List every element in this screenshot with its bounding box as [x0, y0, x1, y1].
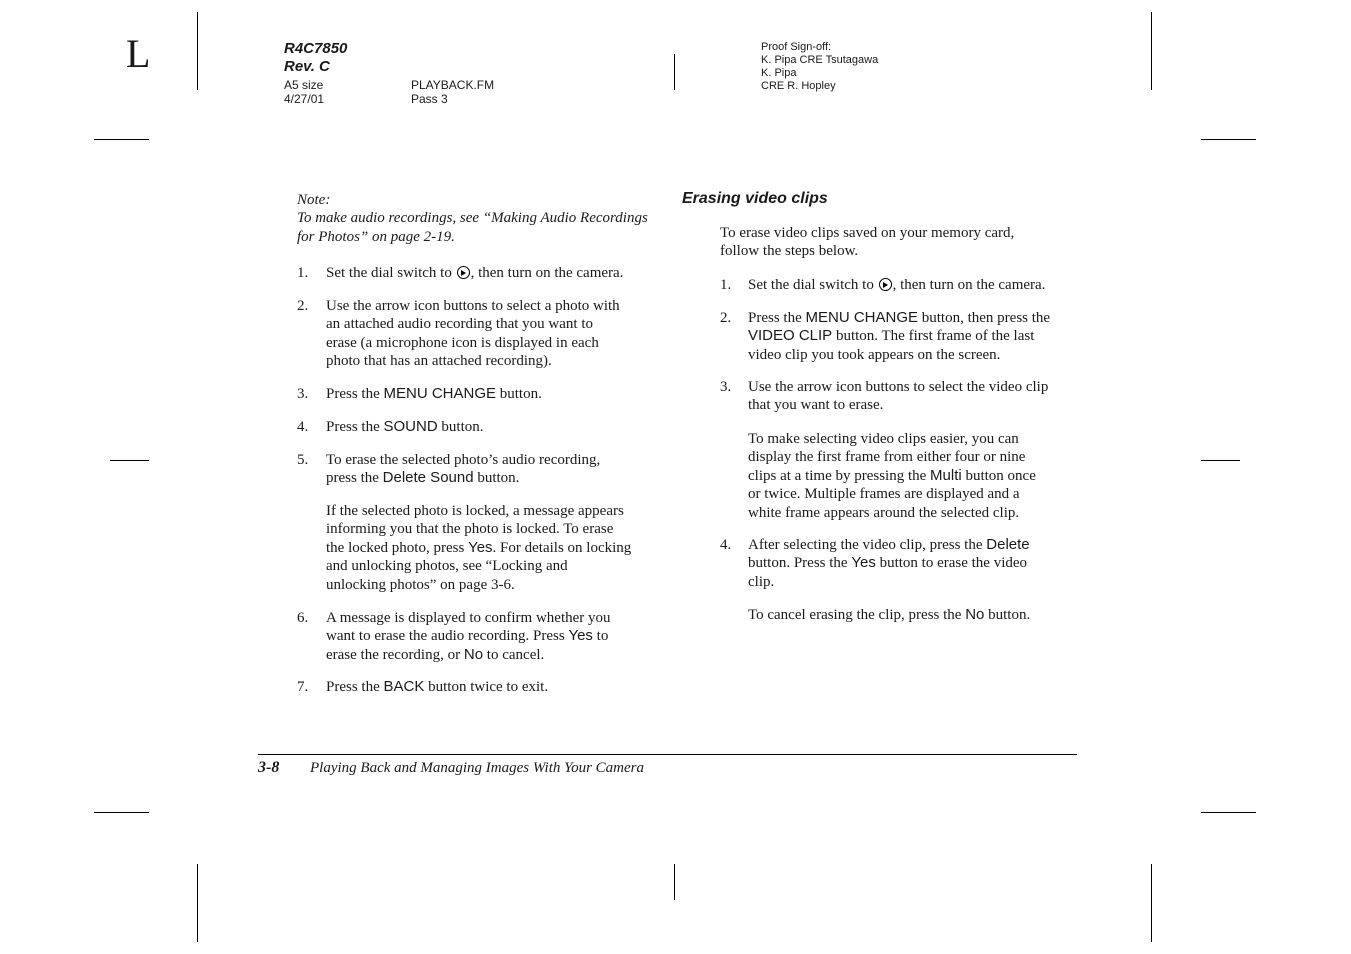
- button-name: Delete Sound: [382, 469, 474, 487]
- proof-signoff-line: K. Pipa CRE Tsutagawa: [761, 54, 879, 66]
- footer-rule: [258, 754, 1077, 755]
- playback-mode-icon: [879, 278, 892, 291]
- step-number: 1.: [720, 277, 732, 293]
- crop-mark: [674, 54, 675, 90]
- step-number: 3.: [720, 379, 732, 395]
- playback-mode-icon: [457, 266, 470, 279]
- crop-mark: [674, 864, 675, 900]
- file-name: PLAYBACK.FM: [411, 78, 495, 92]
- button-name: Yes: [851, 554, 876, 572]
- proof-signoff-line: CRE R. Hopley: [761, 80, 836, 92]
- crop-mark: [197, 864, 198, 942]
- button-name: BACK: [383, 678, 425, 695]
- step-detail-paragraph: To cancel erasing the clip, press the No button.: [748, 606, 1031, 623]
- step-number: 3.: [297, 386, 309, 402]
- intro-paragraph: To erase video clips saved on your memory card, follow the steps below.: [720, 225, 1015, 260]
- crop-mark: [197, 12, 198, 90]
- step-number: 5.: [297, 452, 309, 468]
- button-name: Delete: [986, 536, 1030, 553]
- button-name: VIDEO CLIP: [748, 327, 833, 345]
- note-text: To make audio recordings, see “Making Audio Recordings for Photos” on page 2-19.: [297, 210, 648, 245]
- crop-mark: [1201, 812, 1256, 813]
- page-number: 3-8: [258, 759, 280, 776]
- print-date: 4/27/01: [284, 92, 325, 106]
- crop-mark: [1151, 864, 1152, 942]
- proof-signoff-title: Proof Sign-off:: [761, 41, 832, 53]
- step-number: 1.: [297, 265, 309, 281]
- button-name: Multi: [930, 466, 962, 484]
- button-name: Yes: [568, 627, 593, 645]
- button-name: No: [463, 645, 484, 663]
- proof-signoff-line: K. Pipa: [761, 67, 797, 79]
- crop-letter: L: [126, 31, 151, 76]
- step-number: 4.: [720, 537, 732, 553]
- button-name: Yes: [468, 538, 493, 556]
- button-name: MENU CHANGE: [805, 309, 919, 326]
- button-name: No: [965, 606, 985, 623]
- step-number: 6.: [297, 610, 309, 626]
- button-name: SOUND: [383, 418, 438, 435]
- document-code: R4C7850: [284, 40, 348, 57]
- step-number: 2.: [720, 310, 732, 326]
- note-label: Note:: [297, 192, 331, 208]
- section-heading: Erasing video clips: [682, 190, 828, 207]
- pass-number: Pass 3: [411, 92, 448, 106]
- step-detail-paragraph: To make selecting video clips easier, you can display the first frame from either four or nine clips at a time by pressing the Multi button once or twice. Multiple frames are displayed and a white frame appears around the selected clip.: [748, 431, 1036, 521]
- crop-mark: [1201, 460, 1240, 461]
- step-number: 4.: [297, 419, 309, 435]
- paper-size: A5 size: [284, 78, 324, 92]
- step-number: 2.: [297, 298, 309, 314]
- crop-mark: [94, 139, 149, 140]
- step-detail-paragraph: If the selected photo is locked, a message appears informing you that the photo is locked. To erase the locked photo, press Yes. For details on locking and unlocking photos, see “Locking and unlocking photos” on page 3-6.: [326, 503, 632, 593]
- revision-label: Rev. C: [284, 58, 330, 75]
- crop-mark: [1151, 12, 1152, 90]
- running-footer-title: Playing Back and Managing Images With Your Camera: [310, 760, 645, 776]
- crop-mark: [94, 812, 149, 813]
- crop-mark: [1201, 139, 1256, 140]
- step-number: 7.: [297, 679, 309, 695]
- crop-mark: [110, 460, 149, 461]
- button-name: MENU CHANGE: [383, 385, 497, 402]
